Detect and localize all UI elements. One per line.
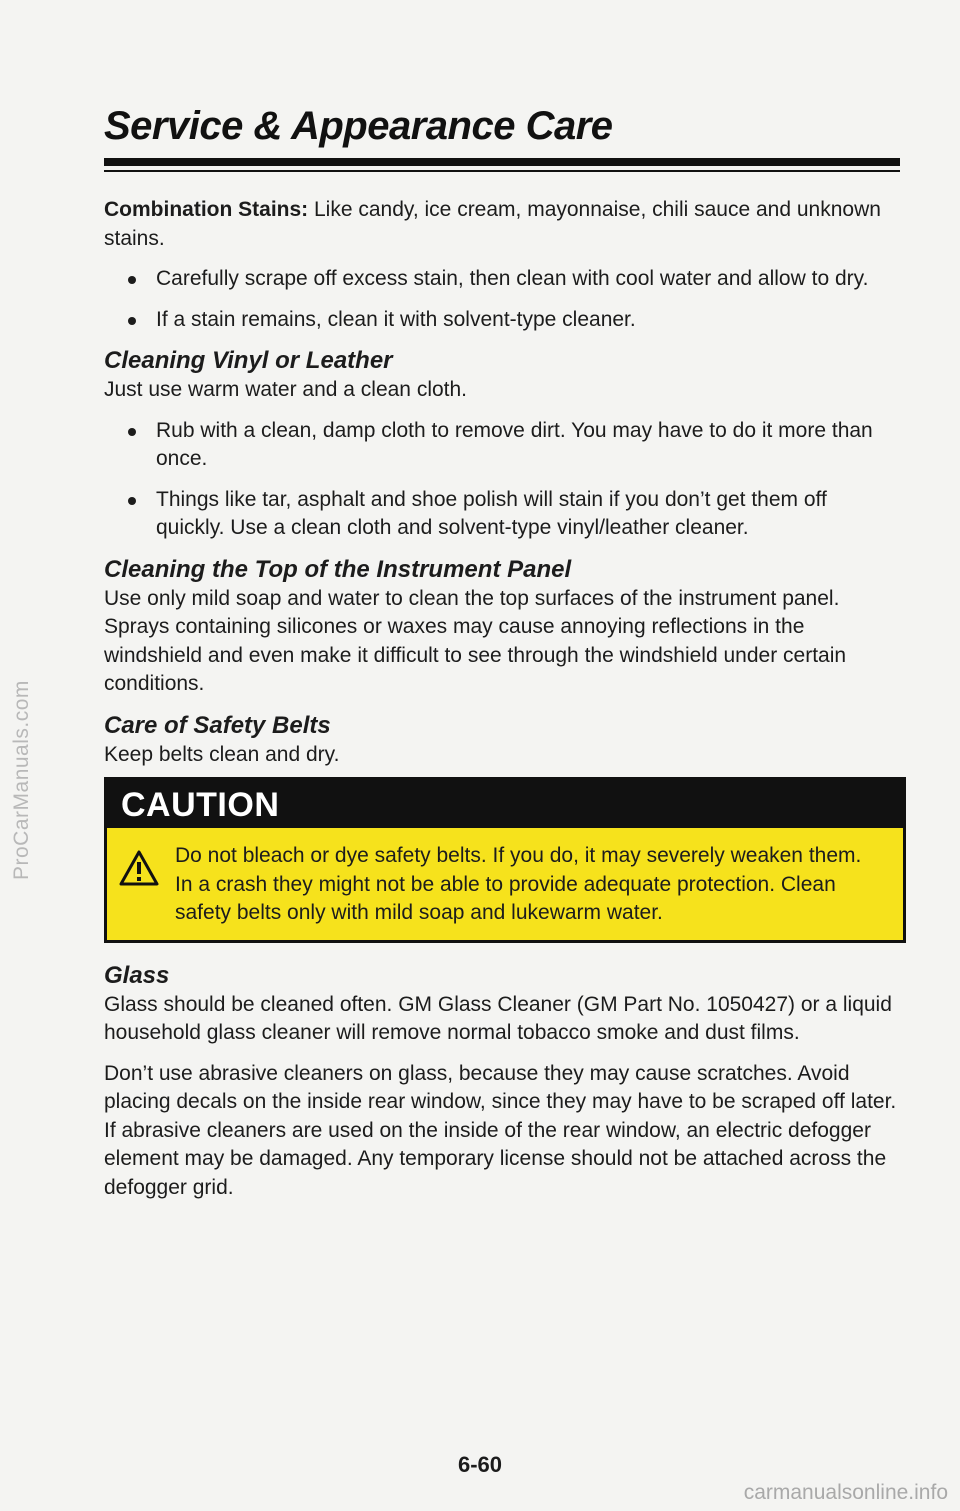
caution-box: [104, 777, 906, 943]
section-heading-instrument-panel: Cleaning the Top of the Instrument Panel: [104, 555, 572, 583]
list-item: [104, 306, 900, 335]
page-number: 6-60: [457, 1452, 503, 1477]
instrument-panel-paragraph: Use only mild soap and water to clean the top surfaces of the instrument panel. Sprays containing silicones or waxes may cause annoying reflections in the windshield and even make it difficult to see through the windshield under certain conditions.: [104, 586, 847, 695]
vinyl-paragraph: Just use warm water and a clean cloth.: [104, 378, 468, 401]
caution-body: [107, 828, 903, 940]
combination-stains-text: Like candy, ice cream, mayonnaise, chili sauce and unknown stains.: [104, 198, 881, 250]
section-heading-vinyl: Cleaning Vinyl or Leather: [104, 347, 393, 374]
caution-text: Do not bleach or dye safety belts. If you do, it may severely weaken them. In a crash they might not be able to provide adequate protection. Clean safety belts only with mild soap and lukewarm water.: [175, 844, 862, 924]
glass-paragraph: Glass should be cleaned often. GM Glass Cleaner (GM Part No. 1050427) or a liquid household glass cleaner will remove normal tobacco smoke and dust films.: [104, 992, 892, 1044]
list-item-text: If a stain remains, clean it with solvent-type cleaner.: [156, 307, 636, 331]
header-rule-thin: [104, 170, 900, 172]
list-item-text: Carefully scrape off excess stain, then clean with cool water and allow to dry.: [156, 267, 869, 290]
combination-stains-list: [104, 265, 900, 334]
glass-paragraph: Don’t use abrasive cleaners on glass, because they may cause scratches. Avoid placing decals on the inside rear window, since they may have to be scraped off later. If abrasive cleaners are used on the inside of the rear window, an electric defogger element may be damaged. Any temporary license should not be attached across the defogger grid.: [104, 1061, 897, 1199]
page-title: Service & Appearance Care: [104, 104, 613, 148]
page-content: [104, 196, 900, 1214]
caution-title: CAUTION: [107, 780, 903, 828]
list-item: [104, 417, 900, 474]
list-item-text: Things like tar, asphalt and shoe polish will stain if you don’t get them off quickly. Use a clean cloth and solvent-type vinyl/leather cleaner.: [156, 487, 827, 539]
bullet-icon: [128, 497, 136, 505]
list-item-text: Rub with a clean, damp cloth to remove dirt. You may have to do it more than once.: [156, 418, 873, 470]
list-item: [104, 265, 900, 294]
list-item: [104, 486, 900, 543]
bullet-icon: [128, 428, 136, 436]
bullet-icon: [128, 276, 136, 284]
vinyl-list: [104, 417, 900, 543]
section-heading-glass: Glass: [104, 961, 170, 989]
warning-triangle-icon: [119, 850, 159, 886]
watermark-side: ProCarManuals.com: [10, 680, 33, 880]
section-heading-safety-belts: Care of Safety Belts: [104, 711, 331, 739]
bullet-icon: [128, 317, 136, 325]
safety-belts-paragraph: Keep belts clean and dry.: [104, 742, 340, 766]
header-rule: [104, 158, 900, 166]
combination-stains-label: Combination Stains:: [104, 198, 309, 221]
combination-stains-paragraph: [104, 196, 900, 253]
watermark-bottom: carmanualsonline.info: [743, 1481, 948, 1504]
